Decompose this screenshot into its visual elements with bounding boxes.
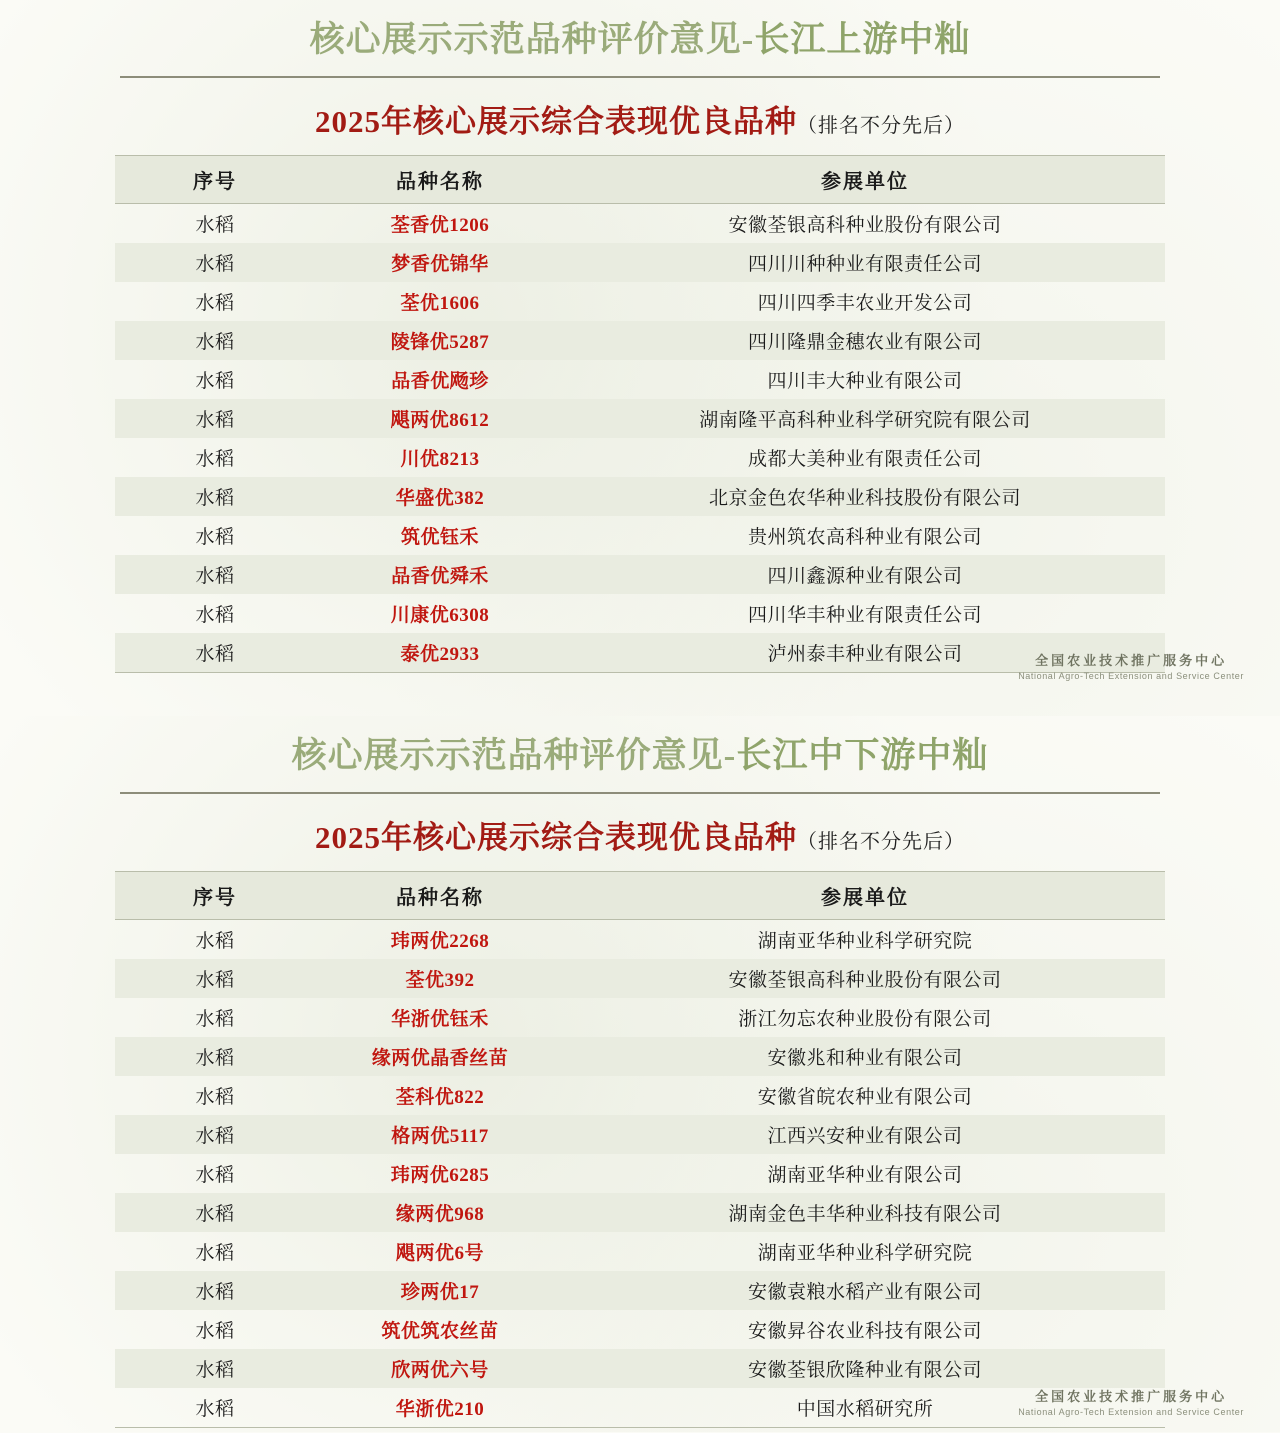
cell-unit: 成都大美种业有限责任公司 bbox=[747, 448, 982, 470]
cell-category: 水稻 bbox=[115, 477, 315, 516]
section-subtitle bbox=[96, 812, 1184, 857]
organization-name-en: National Agro-Tech Extension and Service Center bbox=[1018, 1406, 1244, 1417]
cell-unit: 湖南亚华种业科学研究院 bbox=[757, 1242, 973, 1264]
cell-category: 水稻 bbox=[195, 292, 235, 314]
cell-variety-name: 荃优392 bbox=[315, 959, 565, 998]
cell-unit: 安徽昇谷农业科技有限公司 bbox=[747, 1320, 982, 1342]
table-row bbox=[115, 1037, 1165, 1076]
cell-unit: 浙江勿忘农种业股份有限公司 bbox=[738, 1008, 992, 1030]
section-subtitle-main: 2025年核心展示综合表现优良品种 bbox=[315, 819, 797, 855]
table-row bbox=[115, 555, 1165, 594]
cell-category: 水稻 bbox=[115, 1271, 315, 1310]
cell-category: 水稻 bbox=[195, 1164, 235, 1186]
cell-unit: 湖南亚华种业有限公司 bbox=[767, 1164, 963, 1186]
cell-category: 水稻 bbox=[115, 243, 315, 282]
table-row bbox=[115, 399, 1165, 438]
cell-category: 水稻 bbox=[115, 1349, 315, 1388]
cell-category: 水稻 bbox=[195, 930, 235, 952]
column-header-variety: 品种名称 bbox=[315, 871, 565, 919]
cell-variety-name: 荃香优1206 bbox=[390, 214, 490, 236]
cell-category: 水稻 bbox=[195, 526, 235, 548]
divider bbox=[120, 76, 1160, 78]
cell-unit: 安徽荃银欣隆种业有限公司 bbox=[565, 1349, 1165, 1388]
cell-category: 水稻 bbox=[115, 399, 315, 438]
cell-unit: 湖南隆平高科种业科学研究院有限公司 bbox=[565, 399, 1165, 438]
table-row bbox=[115, 321, 1165, 360]
table-row bbox=[115, 959, 1165, 998]
cell-unit: 北京金色农华种业科技股份有限公司 bbox=[565, 477, 1165, 516]
cell-category: 水稻 bbox=[195, 214, 235, 236]
table-row bbox=[115, 998, 1165, 1037]
cell-variety-name: 梦香优锦华 bbox=[315, 243, 565, 282]
organization-name-cn: 全国农业技术推广服务中心 bbox=[1035, 1389, 1228, 1405]
divider bbox=[120, 792, 1160, 794]
cell-variety-name: 泰优2933 bbox=[315, 633, 565, 673]
table-row bbox=[115, 919, 1165, 959]
cell-unit: 湖南金色丰华种业科技有限公司 bbox=[565, 1193, 1165, 1232]
cell-category: 水稻 bbox=[195, 448, 235, 470]
cell-unit: 泸州泰丰种业有限公司 bbox=[565, 633, 1165, 673]
column-header-unit: 参展单位 bbox=[565, 155, 1165, 203]
cell-category: 水稻 bbox=[115, 1115, 315, 1154]
cell-variety-name: 珍两优17 bbox=[315, 1271, 565, 1310]
table-row bbox=[115, 1232, 1165, 1271]
variety-table-middle-lower-yangtze bbox=[115, 871, 1165, 1428]
page-title bbox=[96, 716, 1184, 778]
table-header-row bbox=[115, 871, 1165, 919]
cell-variety-name: 欣两优六号 bbox=[315, 1349, 565, 1388]
cell-unit: 安徽袁粮水稻产业有限公司 bbox=[565, 1271, 1165, 1310]
page-title-dash: - bbox=[723, 736, 737, 775]
cell-unit: 四川川种种业有限责任公司 bbox=[565, 243, 1165, 282]
section-subtitle-note: （排名不分先后） bbox=[797, 830, 965, 853]
column-header-index: 序号 bbox=[115, 871, 315, 919]
variety-table-upper-yangtze bbox=[115, 155, 1165, 673]
cell-category: 水稻 bbox=[195, 370, 235, 392]
cell-category: 水稻 bbox=[115, 959, 315, 998]
table-row bbox=[115, 594, 1165, 633]
table-row bbox=[115, 516, 1165, 555]
table-row bbox=[115, 438, 1165, 477]
column-header-index: 序号 bbox=[115, 155, 315, 203]
table-row bbox=[115, 1154, 1165, 1193]
cell-category: 水稻 bbox=[115, 633, 315, 673]
cell-variety-name: 筑优筑农丝苗 bbox=[381, 1320, 499, 1342]
cell-variety-name: 陵锋优5287 bbox=[315, 321, 565, 360]
cell-unit: 安徽兆和种业有限公司 bbox=[565, 1037, 1165, 1076]
cell-variety-name: 品香优舜禾 bbox=[315, 555, 565, 594]
cell-category: 水稻 bbox=[115, 1037, 315, 1076]
cell-variety-name: 缘两优968 bbox=[315, 1193, 565, 1232]
column-header-variety: 品种名称 bbox=[315, 155, 565, 203]
table-row bbox=[115, 1193, 1165, 1232]
table-row bbox=[115, 477, 1165, 516]
cell-variety-name: 格两优5117 bbox=[315, 1115, 565, 1154]
table-row bbox=[115, 1271, 1165, 1310]
report-page-middle-lower-yangtze bbox=[0, 716, 1280, 1432]
cell-category: 水稻 bbox=[195, 1008, 235, 1030]
section-subtitle-main: 2025年核心展示综合表现优良品种 bbox=[315, 103, 797, 139]
cell-unit: 四川四季丰农业开发公司 bbox=[757, 292, 973, 314]
organization-mark bbox=[1018, 1388, 1244, 1418]
cell-unit: 四川华丰种业有限责任公司 bbox=[747, 604, 982, 626]
cell-variety-name: 玮两优2268 bbox=[390, 930, 490, 952]
page-title-main: 核心展示示范品种评价意见 bbox=[291, 736, 724, 775]
table-row bbox=[115, 1310, 1165, 1349]
cell-category: 水稻 bbox=[115, 1388, 315, 1428]
table-row bbox=[115, 203, 1165, 243]
cell-unit: 四川丰大种业有限公司 bbox=[767, 370, 963, 392]
report-page-upper-yangtze bbox=[0, 0, 1280, 716]
cell-variety-name: 川优8213 bbox=[400, 448, 480, 470]
page-title-region: 长江上游中籼 bbox=[754, 20, 971, 59]
cell-variety-name: 华盛优382 bbox=[315, 477, 565, 516]
cell-variety-name: 川康优6308 bbox=[390, 604, 490, 626]
cell-variety-name: 品香优飏珍 bbox=[391, 370, 489, 392]
cell-unit: 湖南亚华种业科学研究院 bbox=[757, 930, 973, 952]
page-title-region: 长江中下游中籼 bbox=[736, 736, 989, 775]
cell-unit: 安徽荃银高科种业股份有限公司 bbox=[565, 959, 1165, 998]
cell-category: 水稻 bbox=[195, 1242, 235, 1264]
cell-variety-name: 玮两优6285 bbox=[390, 1164, 490, 1186]
cell-variety-name: 荃优1606 bbox=[400, 292, 480, 314]
cell-unit: 安徽省皖农种业有限公司 bbox=[757, 1086, 973, 1108]
cell-variety-name: 飓两优8612 bbox=[315, 399, 565, 438]
cell-category: 水稻 bbox=[195, 1086, 235, 1108]
cell-variety-name: 荃科优822 bbox=[395, 1086, 485, 1108]
cell-variety-name: 华浙优钰禾 bbox=[391, 1008, 489, 1030]
table-row bbox=[115, 1115, 1165, 1154]
page-title-dash: - bbox=[741, 20, 755, 59]
cell-category: 水稻 bbox=[195, 604, 235, 626]
cell-category: 水稻 bbox=[195, 1320, 235, 1342]
cell-unit: 四川隆鼎金穗农业有限公司 bbox=[565, 321, 1165, 360]
table-header-row bbox=[115, 155, 1165, 203]
organization-name-en: National Agro-Tech Extension and Service Center bbox=[1018, 670, 1244, 681]
page-title bbox=[96, 0, 1184, 62]
cell-unit: 四川鑫源种业有限公司 bbox=[565, 555, 1165, 594]
table-row bbox=[115, 1076, 1165, 1115]
table-row bbox=[115, 1349, 1165, 1388]
cell-variety-name: 筑优钰禾 bbox=[400, 526, 479, 548]
table-row bbox=[115, 1388, 1165, 1428]
section-subtitle bbox=[96, 96, 1184, 141]
cell-category: 水稻 bbox=[115, 1193, 315, 1232]
table-row bbox=[115, 633, 1165, 673]
cell-unit: 江西兴安种业有限公司 bbox=[565, 1115, 1165, 1154]
cell-variety-name: 飓两优6号 bbox=[395, 1242, 484, 1264]
section-subtitle-note: （排名不分先后） bbox=[797, 114, 965, 137]
table-row bbox=[115, 282, 1165, 321]
organization-name-cn: 全国农业技术推广服务中心 bbox=[1035, 653, 1228, 669]
page-title-main: 核心展示示范品种评价意见 bbox=[309, 20, 742, 59]
table-row bbox=[115, 360, 1165, 399]
organization-mark bbox=[1018, 652, 1244, 682]
cell-unit: 中国水稻研究所 bbox=[565, 1388, 1165, 1428]
cell-variety-name: 缘两优晶香丝苗 bbox=[315, 1037, 565, 1076]
cell-category: 水稻 bbox=[115, 555, 315, 594]
cell-category: 水稻 bbox=[115, 321, 315, 360]
cell-variety-name: 华浙优210 bbox=[315, 1388, 565, 1428]
cell-unit: 安徽荃银高科种业股份有限公司 bbox=[728, 214, 1002, 236]
cell-unit: 贵州筑农高科种业有限公司 bbox=[747, 526, 982, 548]
column-header-unit: 参展单位 bbox=[565, 871, 1165, 919]
table-row bbox=[115, 243, 1165, 282]
